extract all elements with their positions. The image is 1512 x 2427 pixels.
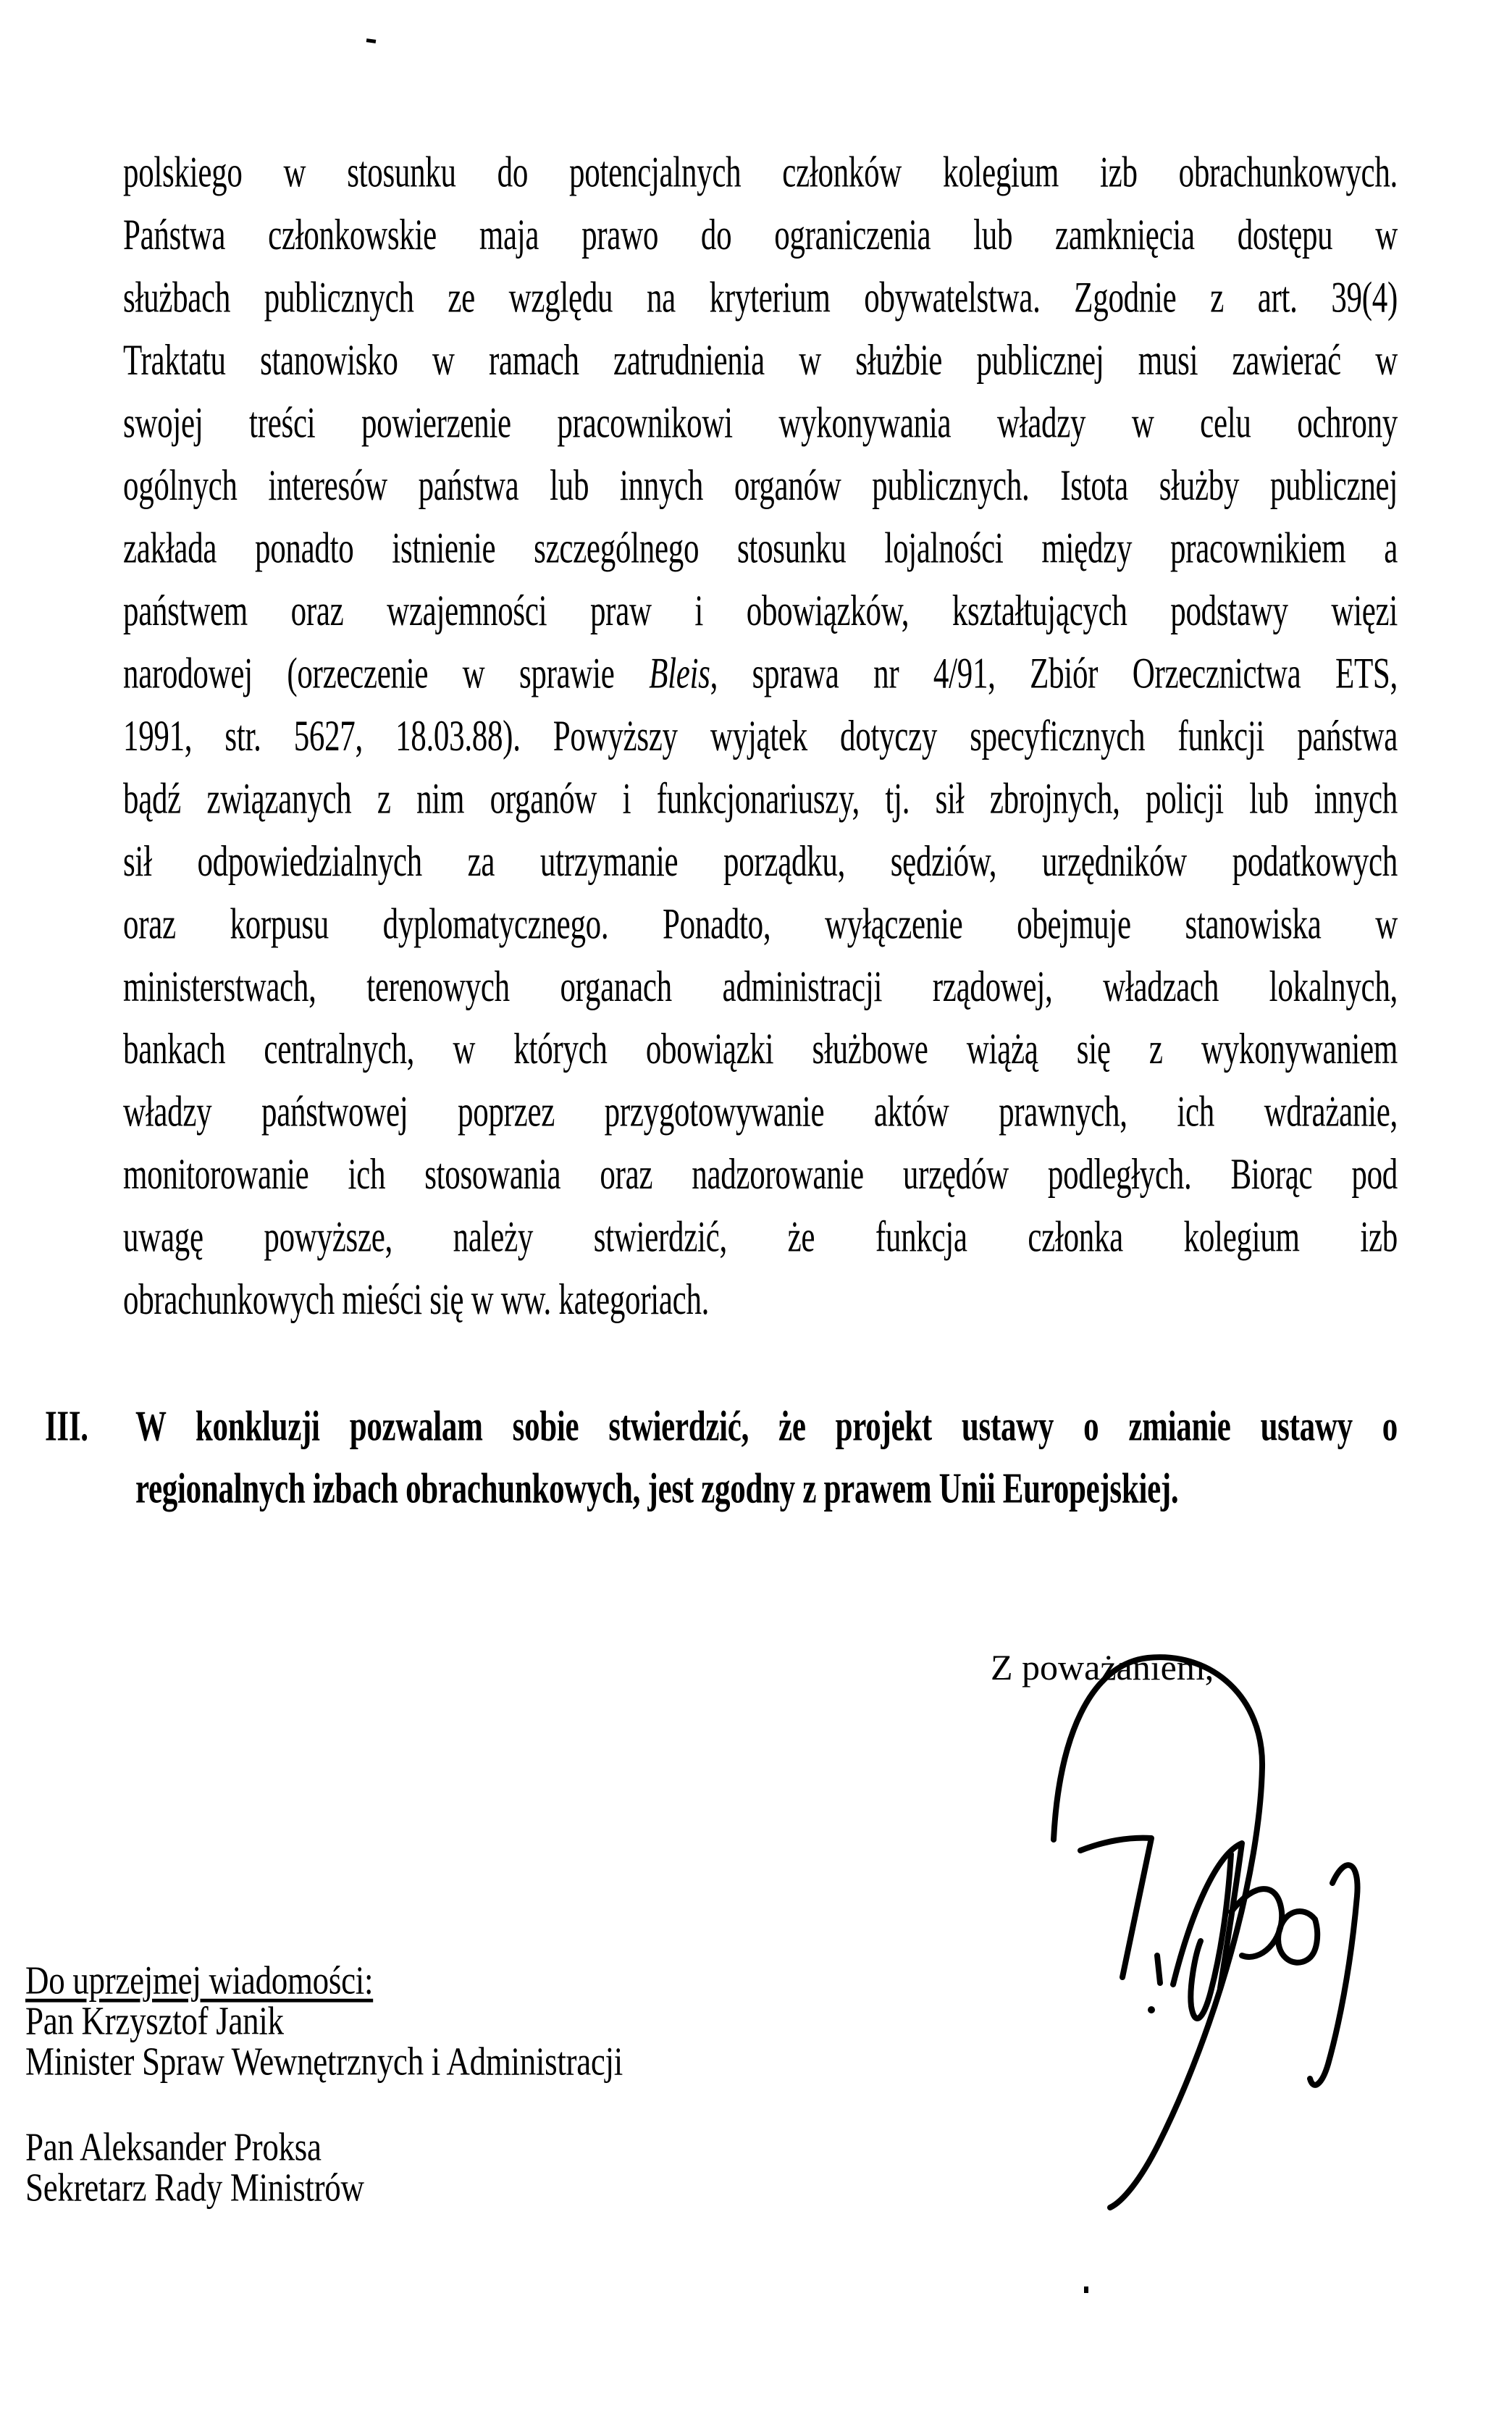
body-line: oraz korpusu dyplomatycznego. Ponadto, wyłączenie obejmuje stanowiska w: [123, 900, 1398, 949]
body-line: Traktatu stanowisko w ramach zatrudnienia w służbie publicznej musi zawierać w: [123, 337, 1398, 385]
body-line: 1991, str. 5627, 18.03.88). Powyższy wyjątek dotyczy specyficznych funkcji państwa: [123, 713, 1398, 760]
conclusion-text: [135, 1396, 1398, 1520]
body-paragraph: [123, 142, 1398, 1332]
body-line: państwem oraz wzajemności praw i obowiązków, kształtujących podstawy więzi: [123, 587, 1398, 635]
body-line-with-citation: [123, 643, 1398, 705]
conclusion-line: W konkluzji pozwalam sobie stwierdzić, że projekt ustawy o zmianie ustawy o: [135, 1403, 1398, 1451]
body-line: ministerstwach, terenowych organach administracji rządowej, władzach lokalnych,: [123, 963, 1398, 1011]
body-line: zakłada ponadto istnienie szczególnego stosunku lojalności między pracownikiem a: [123, 524, 1398, 573]
conclusion-section: [45, 1396, 1398, 1520]
valediction: Z poważaniem,: [991, 1647, 1214, 1688]
cc-recipient-role: Sekretarz Rady Ministrów: [25, 2165, 364, 2210]
body-line: władzy państwowej poprzez przygotowywanie aktów prawnych, ich wdrażanie,: [123, 1089, 1398, 1136]
scan-speck: [1084, 2286, 1088, 2293]
body-line: uwagę powyższe, należy stwierdzić, że funkcja członka kolegium izb: [123, 1214, 1398, 1262]
body-line: polskiego w stosunku do potencjalnych członków kolegium izb obrachunkowych.: [123, 148, 1398, 197]
body-line: obrachunkowych mieści się w ww. kategoriach.: [123, 1276, 710, 1325]
body-line: bądź związanych z nim organów i funkcjonariuszy, tj. sił zbrojnych, policji lub innych: [123, 775, 1398, 823]
handwritten-signature: [1014, 1644, 1376, 2223]
body-line: Państwa członkowskie maja prawo do ograniczenia lub zamknięcia dostępu w: [123, 211, 1398, 259]
signature-stroke: [1080, 1838, 1151, 1977]
citation-pre: narodowej (orzeczenie w sprawie: [123, 650, 650, 698]
cc-recipient-role: Minister Spraw Wewnętrznych i Administracji: [25, 2039, 623, 2084]
body-line: monitorowanie ich stosowania oraz nadzorowanie urzędów podległych. Biorąc pod: [123, 1151, 1398, 1199]
body-line: swojej treści powierzenie pracownikowi wykonywania władzy w celu ochrony: [123, 399, 1398, 448]
cc-recipient-name: Pan Krzysztof Janik: [25, 1998, 284, 2043]
body-line: służbach publicznych ze względu na kryterium obywatelstwa. Zgodnie z art. 39(4): [123, 274, 1398, 322]
section-number: III.: [45, 1403, 88, 1451]
signature-stroke: [1310, 1865, 1358, 2085]
cc-recipient-name: Pan Aleksander Proksa: [25, 2124, 322, 2169]
citation-post: , sprawa nr 4/91, Zbiór Orzecznictwa ETS,: [710, 650, 1398, 698]
cc-block-2: [25, 2126, 364, 2208]
conclusion-line: regionalnych izbach obrachunkowych, jest zgodny z prawem Unii Europejskiej.: [135, 1465, 1179, 1513]
signature-stroke: [1157, 1956, 1160, 1983]
body-line: sił odpowiedzialnych za utrzymanie porządku, sędziów, urzędników podatkowych: [123, 838, 1398, 886]
body-line: bankach centralnych, w których obowiązki służbowe wiążą się z wykonywaniem: [123, 1026, 1398, 1074]
body-line: ogólnych interesów państwa lub innych organów publicznych. Istota służby publicznej: [123, 462, 1398, 510]
signature-stroke: [1278, 1911, 1317, 1963]
cc-block-1: [25, 1960, 623, 2082]
citation-case-name: Bleis: [649, 650, 710, 698]
signature-dot: [1148, 2006, 1155, 2013]
scan-speck: [366, 38, 377, 43]
cc-title: Do uprzejmej wiadomości:: [25, 1958, 374, 2003]
